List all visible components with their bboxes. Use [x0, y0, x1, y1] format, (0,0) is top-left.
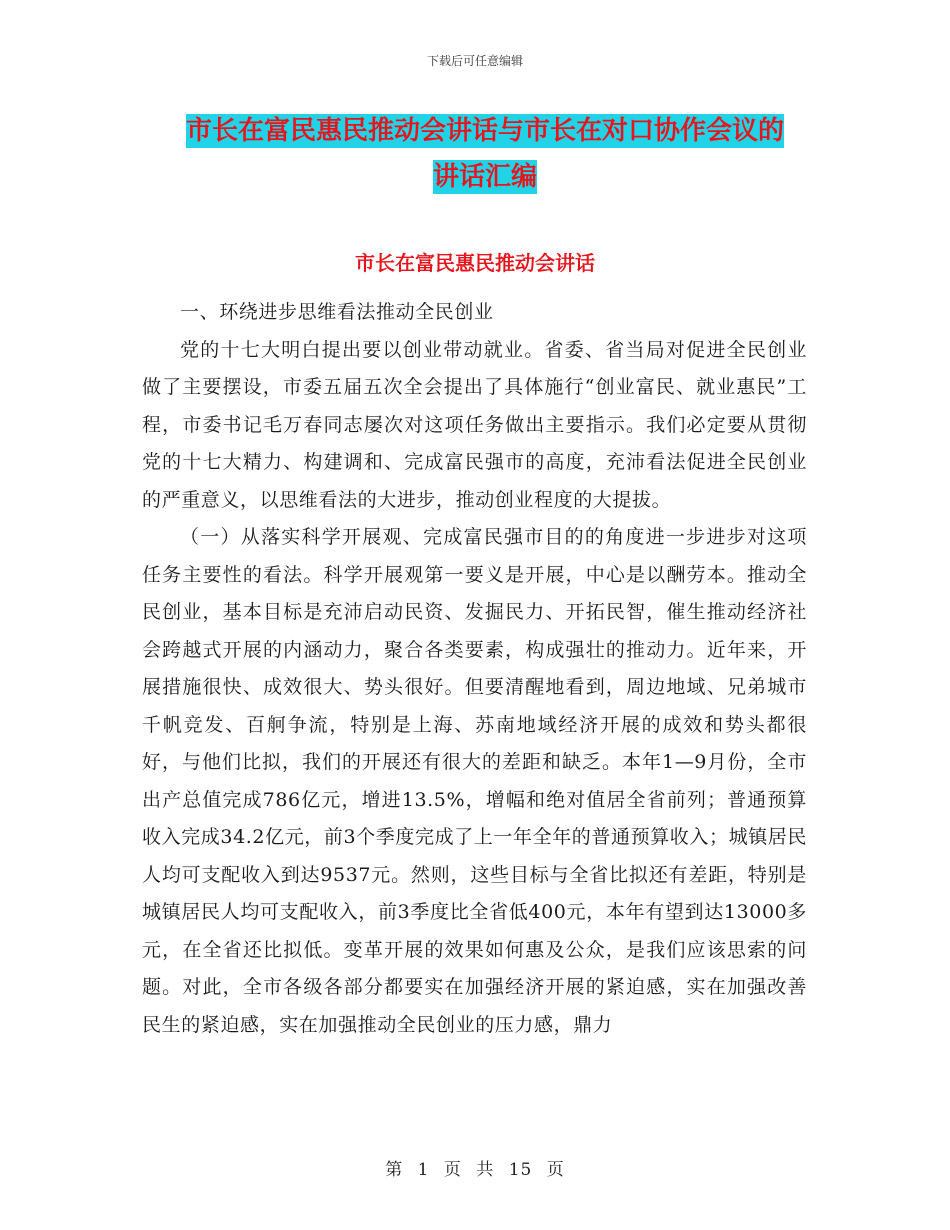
- total-pages: 15: [508, 1160, 533, 1180]
- body-paragraph: （一）从落实科学开展观、完成富民强市目的的角度进一步进步对这项任务主要性的看法。科学开展观第一要义是开展，中心是以酬劳本。推动全民创业，基本目标是充沛启动民资、发掘民力、开拓民智，催生推动经济社会跨越式开展的内涵动力，聚合各类要素，构成强壮的推动力。近年来，开展措施很快、成效很大、势头很好。但要清醒地看到，周边地域、兄弟城市千帆竞发、百舸争流，特别是上海、苏南地域经济开展的成效和势头都很好，与他们比拟，我们的开展还有很大的差距和缺乏。本年1—9月份，全市出产总值完成786亿元，增进13.5%，增幅和绝对值居全省前列；普通预算收入完成34.2亿元，前3个季度完成了上一年全年的普通预算收入；城镇居民人均可支配收入到达9537元。然则，这些目标与全省比拟还有差距，特别是城镇居民人均可支配收入，前3季度比全省低400元，本年有望到达13000多元，在全省还比拟低。变革开展的效果如何惠及公众，是我们应该思索的问题。对此，全市各级各部分都要实在加强经济开展的紧迫感，实在加强改善民生的紧迫感，实在加强推动全民创业的压力感，鼎力: [142, 526, 807, 1036]
- document-title-line2: 讲话汇编: [432, 162, 537, 192]
- section-title: 市长在富民惠民推动会讲话: [355, 251, 595, 275]
- section-heading: 一、环绕进步思维看法推动全民创业: [180, 301, 494, 323]
- page-mid: 页: [443, 1160, 462, 1180]
- document-body: [142, 294, 807, 1044]
- document-title-line1: 市长在富民惠民推动会讲话与市长在对口协作会议的: [185, 116, 784, 146]
- total-prefix: 共: [476, 1160, 495, 1180]
- page-suffix: 页: [546, 1160, 565, 1180]
- page-number: 1: [417, 1160, 430, 1180]
- header-note: 下载后可任意编辑: [426, 54, 523, 68]
- document-title: [140, 108, 830, 200]
- page-footer: [0, 1155, 950, 1180]
- page-prefix: 第: [385, 1160, 404, 1180]
- body-paragraph: 党的十七大明白提出要以创业带动就业。省委、省当局对促进全民创业做了主要摆设，市委五届五次全会提出了具体施行“创业富民、就业惠民”工程，市委书记毛万春同志屡次对这项任务做出主要指示。我们必定要从贯彻党的十七大精力、构建调和、完成富民强市的高度，充沛看法促进全民创业的严重意义，以思维看法的大进步，推动创业程度的大提拔。: [142, 338, 807, 511]
